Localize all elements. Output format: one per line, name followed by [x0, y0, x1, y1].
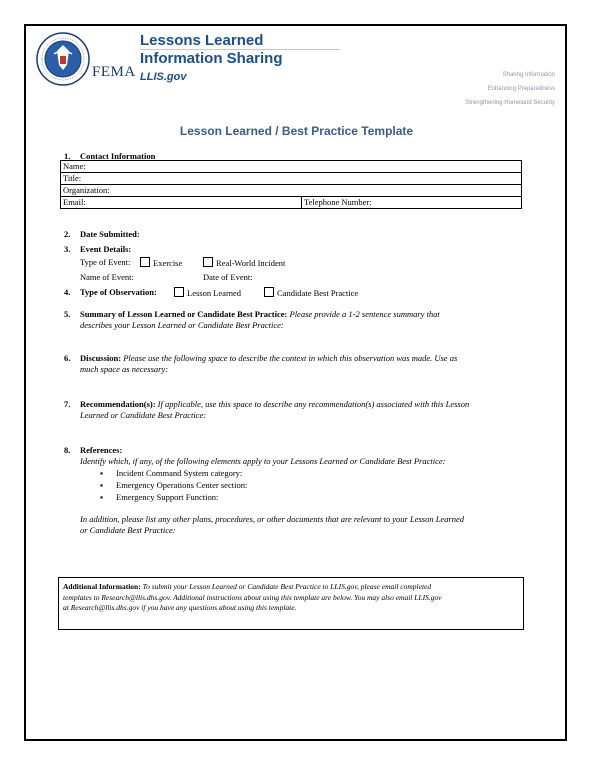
- section-5-number: 5.: [64, 309, 71, 319]
- discussion-block: [80, 353, 530, 375]
- references-addition-2: or Candidate Best Practice:: [80, 525, 176, 535]
- summary-instructions-1: Please provide a 1-2 sentence summary that: [289, 309, 440, 319]
- dhs-seal-logo: [36, 32, 90, 86]
- section-8-number: 8.: [64, 445, 71, 455]
- summary-block: [80, 309, 530, 331]
- recommendations-label: Recommendation(s):: [80, 399, 156, 409]
- reference-item-3: Emergency Support Function:: [116, 492, 219, 502]
- best-practice-label: Candidate Best Practice: [277, 288, 359, 298]
- logo-title-line1: Lessons Learned: [140, 32, 264, 49]
- telephone-field[interactable]: Telephone Number:: [302, 197, 522, 209]
- exercise-label: Exercise: [153, 258, 183, 268]
- lesson-learned-label: Lesson Learned: [187, 288, 242, 298]
- recommendations-block: [80, 399, 530, 421]
- references-addition-1: In addition, please list any other plans, procedures, or other documents that are relevant to your Lesson Learned: [80, 514, 465, 524]
- organization-field[interactable]: Organization:: [61, 185, 522, 197]
- references-intro: Identify which, if any, of the following elements apply to your Lessons Learned or Candidate Best Practice:: [80, 456, 446, 466]
- real-world-option[interactable]: [203, 257, 285, 268]
- best-practice-option[interactable]: [264, 287, 358, 298]
- reference-item-2: Emergency Operations Center section:: [116, 480, 248, 490]
- lesson-learned-checkbox[interactable]: [174, 287, 184, 297]
- real-world-checkbox[interactable]: [203, 257, 213, 267]
- section-1-heading: Contact Information: [80, 151, 156, 161]
- discussion-label: Discussion:: [80, 353, 122, 363]
- reference-bullet-1: ▪: [100, 468, 104, 478]
- discussion-instructions-1: Please use the following space to describe the context in which this observation was made. Use as: [123, 353, 458, 363]
- recommendations-instructions-2: Learned or Candidate Best Practice:: [80, 410, 207, 420]
- tagline-3: Strengthening Homeland Security: [465, 100, 555, 106]
- tagline-2: Enhancing Preparedness: [487, 86, 555, 92]
- contact-table: [60, 160, 522, 209]
- email-field[interactable]: Email:: [61, 197, 302, 209]
- recommendations-instructions-1: If applicable, use this space to describe any recommendation(s) associated with this Lesson: [157, 399, 470, 409]
- references-label: References:: [80, 445, 123, 455]
- section-1-number: 1.: [64, 151, 71, 161]
- name-of-event-label: Name of Event:: [80, 272, 134, 282]
- name-field[interactable]: Name:: [61, 161, 522, 173]
- fema-label: FEMA: [92, 64, 136, 80]
- additional-info-box: [58, 577, 524, 630]
- additional-info-line-2[interactable]: templates to Research@llis.dhs.gov. Additional instructions about using this template are below. You may also email LLIS.gov: [63, 592, 442, 602]
- date-submitted-label: Date Submitted:: [80, 229, 140, 239]
- section-2-number: 2.: [64, 229, 71, 239]
- type-of-event-label: Type of Event:: [80, 257, 131, 267]
- section-7-number: 7.: [64, 399, 71, 409]
- tagline-1: Sharing Information: [502, 72, 555, 78]
- additional-info-line-1: To submit your Lesson Learned or Candidate Best Practice to LLIS.gov, please email completed: [142, 582, 432, 591]
- exercise-checkbox[interactable]: [140, 257, 150, 267]
- exercise-option[interactable]: [140, 257, 182, 268]
- additional-info-line-3[interactable]: at Research@llis.dhs.gov if you have any questions about using this template.: [63, 603, 297, 612]
- observation-label: Type of Observation:: [80, 287, 157, 297]
- best-practice-checkbox[interactable]: [264, 287, 274, 297]
- reference-bullet-2: ▪: [100, 480, 104, 490]
- section-4-number: 4.: [64, 287, 71, 297]
- reference-item-1: Incident Command System category:: [116, 468, 243, 478]
- section-3-number: 3.: [64, 244, 71, 254]
- page-title: Lesson Learned / Best Practice Template: [179, 124, 414, 138]
- logo-url[interactable]: LLIS.gov: [140, 71, 187, 83]
- section-6-number: 6.: [64, 353, 71, 363]
- discussion-instructions-2: much space as necessary:: [80, 364, 169, 374]
- real-world-label: Real-World Incident: [216, 258, 286, 268]
- logo-title-line2: Information Sharing: [140, 50, 283, 67]
- title-field[interactable]: Title:: [61, 173, 522, 185]
- lesson-learned-option[interactable]: [174, 287, 241, 298]
- event-details-label: Event Details:: [80, 244, 132, 254]
- summary-label: Summary of Lesson Learned or Candidate Best Practice:: [80, 309, 288, 319]
- summary-instructions-2: describes your Lesson Learned or Candidate Best Practice:: [80, 320, 284, 330]
- references-addition: [80, 514, 530, 536]
- reference-bullet-3: ▪: [100, 492, 104, 502]
- date-of-event-label: Date of Event:: [203, 272, 253, 282]
- additional-info-label: Additional Information:: [63, 582, 141, 591]
